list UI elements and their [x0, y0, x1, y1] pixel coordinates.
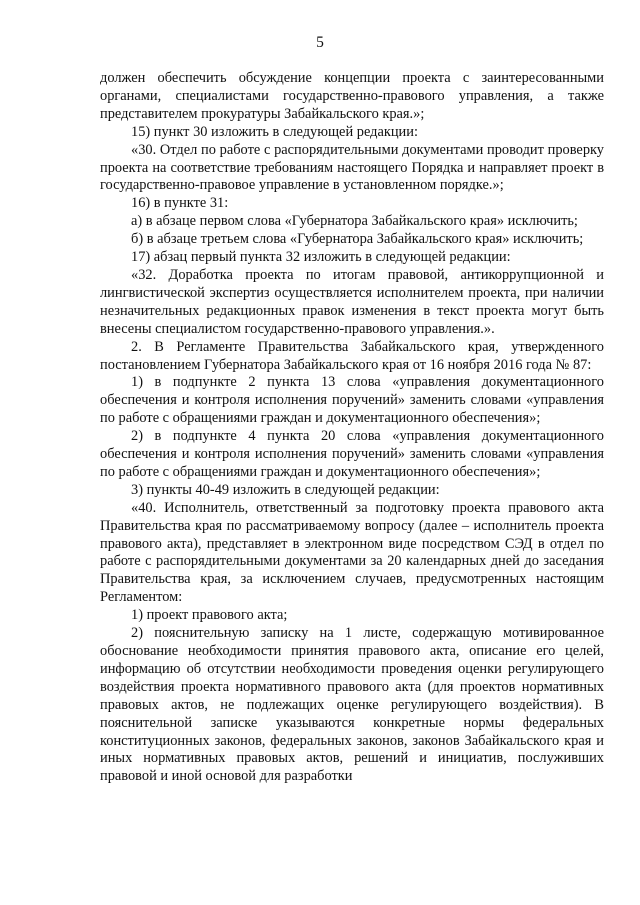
paragraph: 17) абзац первый пункта 32 изложить в следующей редакции:	[131, 249, 511, 266]
paragraph: 1) в подпункте 2 пункта 13 слова «управления документационного обеспечения и контроля исполнения поручений» заменить словами «управления по работе с обращениями граждан и документационного обеспечения»;	[100, 374, 604, 427]
paragraph: должен обеспечить обсуждение концепции проекта с заинтересованными органами, специалистами государственно-правового управления, а также представителем прокуратуры Забайкальского края.»;	[100, 70, 604, 122]
paragraph: «32. Доработка проекта по итогам правовой, антикоррупционной и лингвистической экспертиз осуществляется исполнителем проекта, при наличии незначительных редакционных правок изменения в текст проекта могут быть внесены специалистом государственно-правового управления.».	[100, 266, 604, 337]
document-body	[100, 70, 604, 786]
paragraph: б) в абзаце третьем слова «Губернатора Забайкальского края» исключить;	[131, 231, 584, 248]
paragraph: 1) проект правового акта;	[131, 607, 288, 624]
page-number: 5	[316, 34, 324, 51]
paragraph: «30. Отдел по работе с распорядительными документами проводит проверку проекта на соответствие требованиям настоящего Порядка и направляет проект в государственно-правовое управление в установленном порядке.»;	[100, 141, 604, 194]
paragraph: 15) пункт 30 изложить в следующей редакции:	[131, 123, 418, 140]
paragraph: 16) в пункте 31:	[131, 195, 229, 212]
paragraph: а) в абзаце первом слова «Губернатора Забайкальского края» исключить;	[131, 213, 578, 230]
paragraph: 2) в подпункте 4 пункта 20 слова «управления документационного обеспечения и контроля исполнения поручений» заменить словами «управления по работе с обращениями граждан и документационного обеспечения»;	[100, 428, 604, 480]
paragraph: 2. В Регламенте Правительства Забайкальского края, утвержденного постановлением Губернатора Забайкальского края от 16 ноября 2016 года № 87:	[100, 338, 604, 373]
paragraph: 3) пункты 40-49 изложить в следующей редакции:	[131, 481, 440, 498]
paragraph: «40. Исполнитель, ответственный за подготовку проекта правового акта Правительства края по рассматриваемому вопросу (далее – исполнитель проекта правового акта), представляет в электронном виде посредством СЭД в отдел по работе с распорядительными документами за 20 календарных дней до заседания Правительства края, за исключением случаев, предусмотренных настоящим Регламентом:	[100, 499, 604, 606]
paragraph: 2) пояснительную записку на 1 листе, содержащую мотивированное обоснование необходимости принятия правового акта, описание его целей, информацию об отсутствии необходимости проведения оценки регулирующего воздействия проекта нормативного правового акта (для проектов нормативных правовых актов, не подлежащих оценке регулирующего воздействия). В пояснительной записке указываются конкретные нормы федеральных конституционных законов, федеральных законов, законов Забайкальского края и иных нормативных правовых актов, решений и инициатив, послуживших правовой и иной основой для разработки	[100, 625, 604, 785]
